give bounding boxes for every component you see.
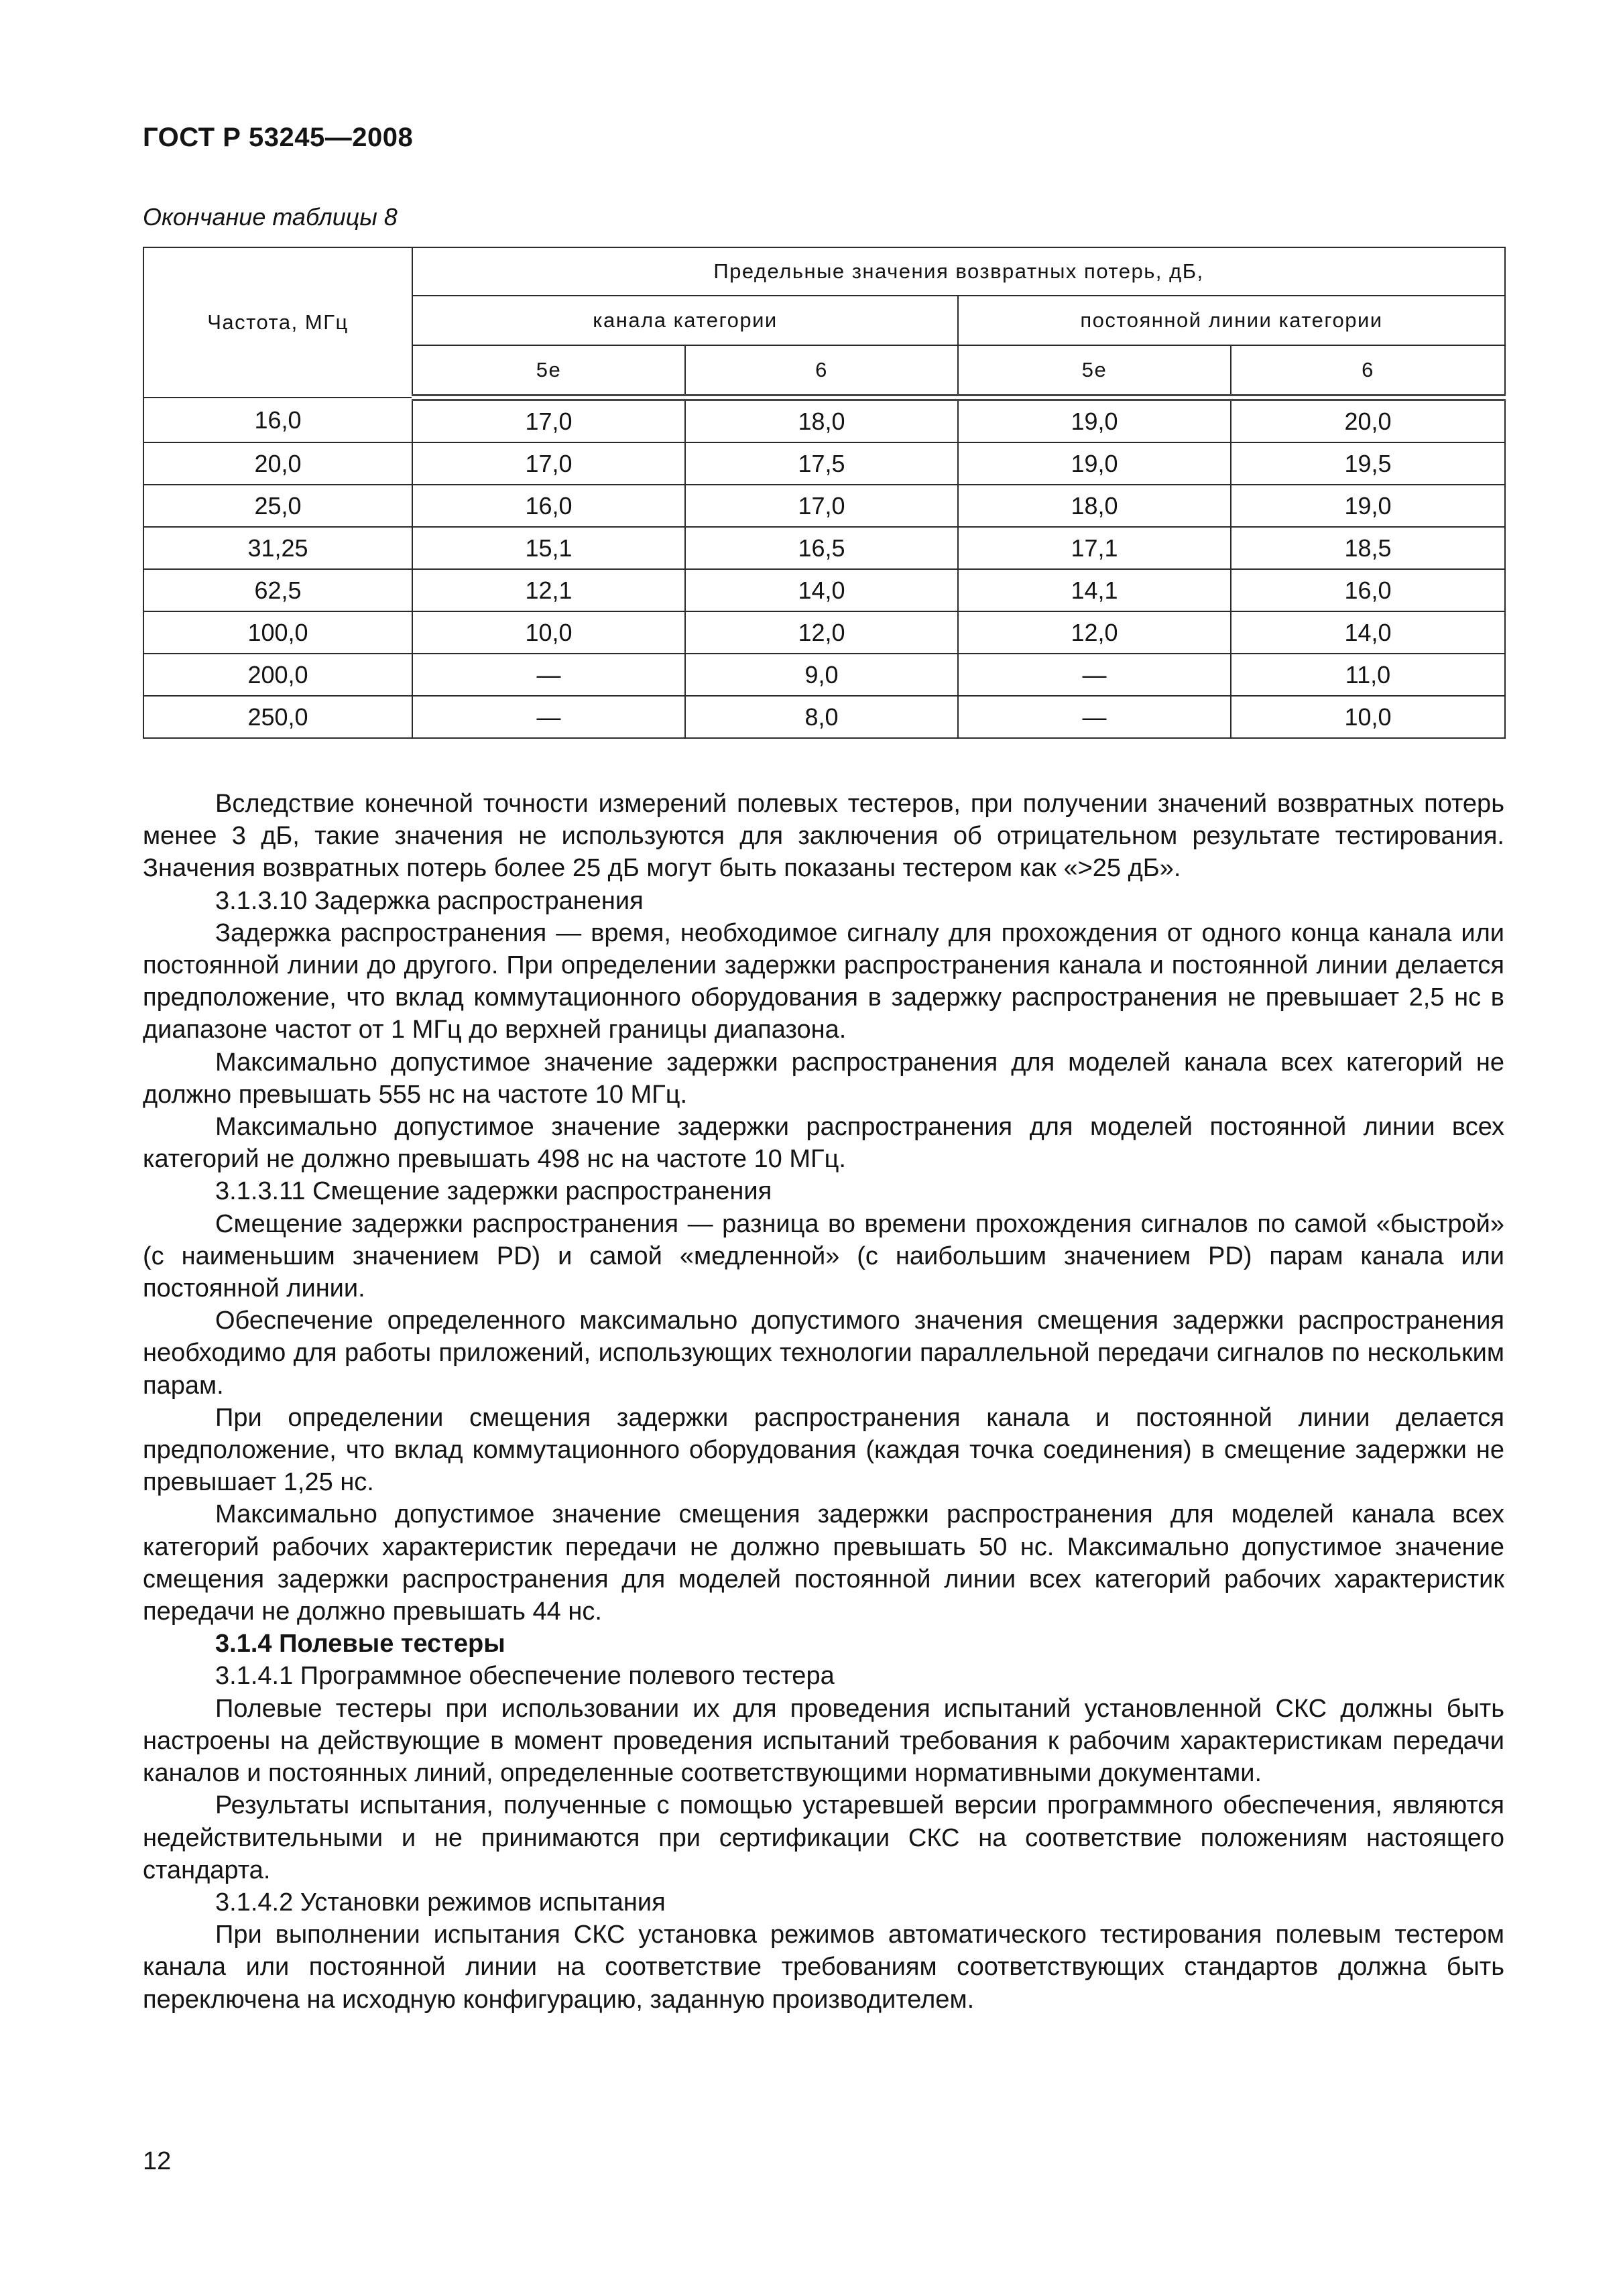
body-text [143,788,1504,2016]
return-loss-cell: 14,0 [685,569,958,611]
table-row [143,654,1505,696]
column-group-return-loss: Предельные значения возвратных потерь, дБ, [412,247,1505,296]
return-loss-cell: — [958,696,1231,738]
paragraph: 3.1.3.11 Смещение задержки распространения [215,1177,772,1206]
frequency-cell: 100,0 [143,611,412,654]
frequency-cell: 250,0 [143,696,412,738]
return-loss-cell: 12,1 [412,569,685,611]
column-header-category: 6 [1231,345,1505,398]
frequency-cell: 200,0 [143,654,412,696]
return-loss-cell: 17,0 [412,398,685,442]
frequency-cell: 16,0 [143,398,412,442]
column-header-category: 6 [685,345,958,398]
return-loss-cell: 20,0 [1231,398,1505,442]
return-loss-cell: 18,0 [958,485,1231,527]
return-loss-cell: 19,0 [958,442,1231,485]
return-loss-cell: 19,5 [1231,442,1505,485]
return-loss-cell: 9,0 [685,654,958,696]
paragraph: Максимально допустимое значение задержки распространения для моделей постоянной линии всех категорий не должно превышать 498 нс на частоте 10 МГц. [143,1113,1504,1174]
return-loss-cell: 17,1 [958,527,1231,569]
paragraph: 3.1.4.1 Программное обеспечение полевого тестера [215,1662,835,1691]
frequency-cell: 25,0 [143,485,412,527]
return-loss-cell: 16,0 [1231,569,1505,611]
paragraph: 3.1.4.2 Установки режимов испытания [215,1888,666,1917]
return-loss-cell: 10,0 [1231,696,1505,738]
paragraph: Задержка распространения — время, необходимое сигналу для прохождения от одного конца канала или постоянной линии до другого. При определении задержки распространения канала и постоянной линии делается предположение, что вклад коммутационного оборудования в задержку распространения не превышает 2,5 нс в диапазоне частот от 1 МГц до верхней границы диапазона. [143,918,1504,1044]
return-loss-cell: 14,0 [1231,611,1505,654]
return-loss-table [143,247,1506,739]
paragraph: 3.1.3.10 Задержка распространения [215,886,644,915]
column-header-category: 5e [412,345,685,398]
table-caption: Окончание таблицы 8 [143,203,398,231]
table-row [143,569,1505,611]
paragraph: Полевые тестеры при использовании их для проведения испытаний установленной СКС должны быть настроены на действующие в момент проведения испытаний требования к рабочим характеристикам передачи каналов и постоянных линий, определенные соответствующими нормативными документами. [143,1694,1504,1788]
return-loss-cell: 19,0 [1231,485,1505,527]
paragraph: Максимально допустимое значение смещения задержки распространения для моделей канала всех категорий рабочих характеристик передачи не должно превышать 50 нс. Максимально допустимое значение смещения задержки распространения для моделей постоянной линии всех категорий рабочих характеристик передачи не должно превышать 44 нс. [143,1500,1504,1626]
return-loss-cell: 17,0 [685,485,958,527]
table-body [143,398,1505,738]
paragraph: Смещение задержки распространения — разница во времени прохождения сигналов по самой «быстрой» (с наименьшим значением PD) и самой «медленной» (с наибольшим значением PD) парам канала или постоянной линии. [143,1209,1504,1303]
document-header: ГОСТ Р 53245—2008 [143,123,414,152]
return-loss-cell: — [958,654,1231,696]
frequency-cell: 20,0 [143,442,412,485]
return-loss-cell: 19,0 [958,398,1231,442]
table-row [143,398,1505,442]
return-loss-cell: 8,0 [685,696,958,738]
table-row [143,485,1505,527]
table-row [143,527,1505,569]
paragraph: При выполнении испытания СКС установка режимов автоматического тестирования полевым тестером канала или постоянной линии на соответствие требованиям соответствующих стандартов должна быть переключена на исходную конфигурацию, заданную производителем. [143,1921,1504,2014]
page-number: 12 [143,2147,172,2175]
return-loss-cell: 15,1 [412,527,685,569]
paragraph: Максимально допустимое значение задержки распространения для моделей канала всех категорий не должно превышать 555 нс на частоте 10 МГц. [143,1048,1504,1109]
return-loss-cell: 16,0 [412,485,685,527]
return-loss-cell: 16,5 [685,527,958,569]
return-loss-cell: 12,0 [685,611,958,654]
paragraph: При определении смещения задержки распространения канала и постоянной линии делается предположение, что вклад коммутационного оборудования (каждая точка соединения) в смещение задержки не превышает 1,25 нс. [143,1403,1504,1497]
paragraph: Вследствие конечной точности измерений полевых тестеров, при получении значений возвратных потерь менее 3 дБ, такие значения не используются для заключения об отрицательном результате тестирования. Значения возвратных потерь более 25 дБ могут быть показаны тестером как «>25 дБ». [143,790,1504,883]
column-header-category: 5e [958,345,1231,398]
return-loss-cell: 17,0 [412,442,685,485]
paragraph: Обеспечение определенного максимально допустимого значения смещения задержки распространения необходимо для работы приложений, использующих технологии параллельной передачи сигналов по нескольким парам. [143,1307,1504,1400]
frequency-cell: 31,25 [143,527,412,569]
frequency-cell: 62,5 [143,569,412,611]
return-loss-cell: 18,5 [1231,527,1505,569]
section-heading: 3.1.4 Полевые тестеры [215,1630,505,1658]
return-loss-cell: — [412,696,685,738]
return-loss-cell: — [412,654,685,696]
column-subgroup-channel: канала категории [412,296,958,345]
table-row [143,611,1505,654]
column-header-frequency: Частота, МГц [143,247,412,398]
return-loss-cell: 18,0 [685,398,958,442]
return-loss-cell: 12,0 [958,611,1231,654]
return-loss-cell: 11,0 [1231,654,1505,696]
return-loss-cell: 10,0 [412,611,685,654]
paragraph: Результаты испытания, полученные с помощью устаревшей версии программного обеспечения, являются недействительными и не принимаются при сертификации СКС на соответствие положениям настоящего стандарта. [143,1791,1504,1884]
table-row [143,442,1505,485]
return-loss-cell: 14,1 [958,569,1231,611]
table-row [143,696,1505,738]
column-subgroup-permanent-link: постоянной линии категории [958,296,1505,345]
return-loss-cell: 17,5 [685,442,958,485]
